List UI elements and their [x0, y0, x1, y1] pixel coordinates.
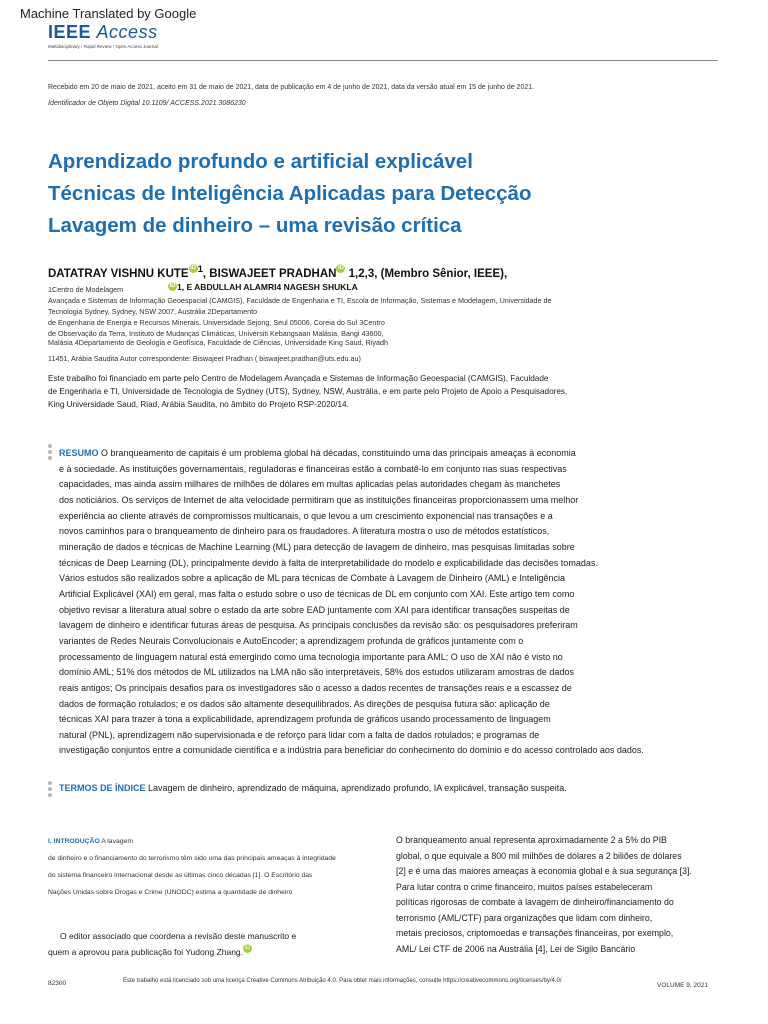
- abstract-line: natural (PNL), aprendizagem não supervisionada e de reforço para lidar com a falta de dados rotulados; e programas de: [59, 729, 540, 740]
- received-dates: Recebido em 20 de maio de 2021, aceito em 31 de maio de 2021, data de publicação em 4 de junho de 2021, data da versão atual em 15 de junho de 2021.: [48, 84, 535, 91]
- body-line: O branqueamento anual representa aproximadamente 2 a 5% do PIB: [396, 835, 667, 845]
- author-affil-sup: 1: [177, 282, 182, 292]
- orcid-icon[interactable]: iD: [190, 265, 197, 271]
- abstract: [59, 446, 719, 759]
- page-number: 82300: [48, 980, 67, 987]
- title-line: Técnicas de Inteligência Aplicadas para Detecção: [48, 182, 532, 205]
- volume-label: VOLUME 9, 2021: [657, 982, 708, 989]
- journal-tagline: Multidisciplinary ⁝ Rapid Review ⁝ Open Access Journal: [48, 44, 158, 49]
- abstract-line: novos caminhos para o branqueamento de dinheiro para os fraudadores. A literatura mostra o uso de métodos estatísticos,: [59, 526, 550, 537]
- author-affil-text: 1,2,3, (Membro Sênior, IEEE),: [345, 267, 508, 280]
- abstract-line: dos noticiários. Os serviços de Internet de alta velocidade permitiram que as instituições financeiras proporcionassem uma melhor: [59, 494, 579, 505]
- abstract-line: dados de formação rotulados; e os dados são altamente desequilibrados. As direções de pesquisa futura são: aplicação de: [59, 698, 550, 709]
- index-terms-marker-icon: [48, 781, 52, 799]
- body-line: AML/ Lei CTF de 2006 na Austrália [4], Lei de Sigilo Bancário: [396, 943, 636, 954]
- orcid-icon[interactable]: iD: [244, 945, 251, 951]
- author-name: , BISWAJEET PRADHAN: [202, 267, 337, 280]
- header-divider: [48, 60, 718, 61]
- paper-title: [48, 146, 728, 242]
- orcid-icon[interactable]: iD: [337, 265, 344, 271]
- index-terms-text: Lavagem de dinheiro, aprendizado de máquina, aprendizado profundo, IA explicável, transação suspeita.: [145, 783, 567, 793]
- abstract-line: técnicas XAI para trazer à tona a explicabilidade, aprendizagem profunda de gráficos usando processamento de linguagem: [59, 714, 551, 725]
- funding-line: Este trabalho foi financiado em parte pelo Centro de Modelagem Avançada e Sistemas de Informação Geoespacial (CAMGIS), Faculdade: [48, 374, 549, 383]
- affiliation-line: de Observação da Terra, Instituto de Mudanças Climáticas, Universiti Kebangsaan Malásia, Bangi 43600,: [48, 329, 384, 338]
- abstract-line: domínio AML; 51% dos métodos de ML utilizados na LMA não são interpretáveis, 58% dos estudos utilizaram amostras de dados: [59, 667, 574, 678]
- index-terms-label: TERMOS DE ÍNDICE: [59, 783, 146, 793]
- title-line: Aprendizado profundo e artificial explicável: [48, 150, 473, 173]
- affiliation-line: Avançada e Sistemas de Informação Geoespacial (CAMGIS), Faculdade de Engenharia e TI, Escola de Informação, Sistemas e Modelagem, Universidade de: [48, 296, 552, 305]
- affiliation-line: Malásia 4Departamento de Geologia e Geofísica, Faculdade de Ciências, Universidade King Saud, Riyadh: [48, 338, 389, 347]
- intro-line: Nações Unidas sobre Drogas e Crime (UNODC) estima a quantidade de dinheiro: [48, 889, 293, 896]
- abstract-line: RESUMO O branqueamento de capitais é um problema global há décadas, constituindo uma das principais ameaças à economia: [59, 448, 576, 458]
- logo-ieee-text: IEEE: [48, 22, 92, 42]
- abstract-line: capacidades, mas ainda assim milhares de milhões de dólares em multas aplicadas pelas autoridades chegam às manchetes: [59, 479, 561, 490]
- funding-note: [48, 372, 567, 411]
- editor-line: quem a aprovou para publicação foi Yudong Zhang. iD: [48, 945, 251, 957]
- body-line: Para lutar contra o crime financeiro, muitos países estabeleceram: [396, 881, 653, 892]
- introduction-left-column: I. INTRODUÇÃO A lavagem de dinheiro e o financiamento do terrorismo têm sido uma das principais ameaças à integridade do sistema financeiro internacional desde as últimas cinco décadas [1]. O Escritório das Nações Unidas sobre Drogas e Crime (UNODC) estima a quantidade de dinheiro: [48, 833, 378, 901]
- ieee-access-logo: [48, 22, 158, 50]
- body-line: terrorismo (AML/CTF) para organizações que lidam com dinheiro,: [396, 912, 653, 923]
- introduction-heading: I. INTRODUÇÃO: [48, 838, 100, 845]
- index-terms: [59, 783, 567, 793]
- intro-line: de dinheiro e o financiamento do terrorismo têm sido uma das principais ameaças à integridade: [48, 855, 336, 862]
- abstract-line: mineração de dados e técnicas de Machine Learning (ML) para detecção de lavagem de dinheiro, mas pesquisas limitadas sobre: [59, 541, 575, 552]
- body-line: metais preciosos, criptomoedas e transações financeiras, por exemplo,: [396, 928, 674, 938]
- body-line: políticas rigorosas de combate à lavagem de dinheiro/financiamento do: [396, 897, 674, 907]
- intro-line: do sistema financeiro internacional desde as últimas cinco décadas [1]. O Escritório das: [48, 872, 313, 879]
- abstract-marker-icon: [48, 444, 52, 462]
- title-line: Lavagem de dinheiro – uma revisão crítica: [48, 214, 462, 237]
- author-affil-sup: 1: [197, 264, 203, 275]
- funding-line: King Universidade Saud, Riad, Arábia Saudita, no âmbito do Projeto RSP-2020/14.: [48, 400, 349, 409]
- body-line: [2] e é uma das maiores ameaças à economia global e à sua segurança [3].: [396, 866, 692, 876]
- abstract-line: variantes de Redes Neurais Convolucionais e AutoEncoder; a aprendizagem profunda de gráficos juntamente com o: [59, 635, 524, 646]
- logo-access-text: Access: [96, 22, 158, 42]
- introduction-right-column: [396, 833, 726, 957]
- abstract-line: lavagem de dinheiro e identificar futuras áreas de pesquisa. As principais conclusões da revisão são: os pesquisadores preferiram: [59, 620, 578, 631]
- associate-editor-note: [48, 928, 296, 960]
- corresponding-author: 11451, Arábia Saudita Autor correspondente: Biswajeet Pradhan ( biswajeet.pradhan@uts.edu.au): [48, 354, 361, 363]
- license-note: Este trabalho está licenciado sob uma licença Creative Commons Atribuição 4.0. Para obter mais informações, consulte https://creativecommons.org/licenses/by/4.0/: [123, 978, 562, 984]
- abstract-line: experiência ao cliente através de compromissos multicanais, o que levou a um crescimento exponencial nas transações e a: [59, 510, 553, 521]
- abstract-line: Vários estudos são realizados sobre a aplicação de ML para técnicas de Combate à Lavagem de Dinheiro (AML) e Inteligência: [59, 573, 565, 584]
- doi-identifier: Identificador de Objeto Digital 10.1109/ ACCESS.2021.3086230: [48, 100, 246, 107]
- body-line: global, o que equivale a 800 mil milhões de dólares a 2 biliões de dólares: [396, 850, 682, 861]
- editor-line: O editor associado que coordena a revisão deste manuscrito e: [60, 931, 297, 941]
- abstract-label: RESUMO: [59, 448, 99, 458]
- author-name: DATATRAY VISHNU KUTE: [48, 267, 189, 280]
- affiliation-line: Tecnologia Sydney, Sydney, NSW 2007, Austrália 2Departamento: [48, 307, 258, 316]
- funding-line: de Engenharia e TI, Universidade de Tecnologia de Sydney (UTS), Sydney, NSW, Austrália, e em parte pelo Projeto de Apoio a Pesquisadores,: [48, 387, 568, 396]
- orcid-icon[interactable]: iD: [169, 283, 176, 289]
- abstract-line: investigação conjuntos entre a comunidade científica e a indústria para beneficiar do conhecimento do domínio e do acesso controlado aos dados.: [59, 745, 644, 756]
- machine-translation-banner: Machine Translated by Google: [20, 6, 197, 21]
- affiliation-line: de Engenharia de Energia e Recursos Minerais, Universidade Sejong, Seul 05006, Coreia do Sul 3Centro: [48, 318, 385, 327]
- abstract-line: Artificial Explicável (XAI) em geral, mas falta o estudo sobre o uso de técnicas de DL em conjunto com XAI. Este artigo tem como: [59, 588, 575, 599]
- author-name: , E ABDULLAH ALAMRI4 NAGESH SHUKLA: [181, 282, 358, 292]
- affiliation-line: 1Centro de Modelagem: [48, 285, 124, 294]
- abstract-line: e à sociedade. As instituições governamentais, reguladoras e financeiras estão a combatê-lo em conjunto nas suas respectivas: [59, 463, 567, 474]
- abstract-line: técnicas de Deep Learning (DL), principalmente devido à falta de interpretabilidade do modelo e explicabilidade das decisões tomadas.: [59, 557, 598, 568]
- abstract-line: reais antigos; Os principais desafios para os investigadores são o acesso a dados recentes de transações reais e a escassez de: [59, 682, 572, 693]
- abstract-line: processamento de linguagem natural está emergindo como uma tecnologia importante para AML; O uso de XAI não é visto no: [59, 651, 563, 662]
- abstract-line: objetivo revisar a literatura atual sobre o estado da arte sobre EAD juntamente com XAI para identificar transações suspeitas de: [59, 604, 570, 615]
- author-line-2: [168, 282, 358, 292]
- author-line-1: [48, 264, 507, 280]
